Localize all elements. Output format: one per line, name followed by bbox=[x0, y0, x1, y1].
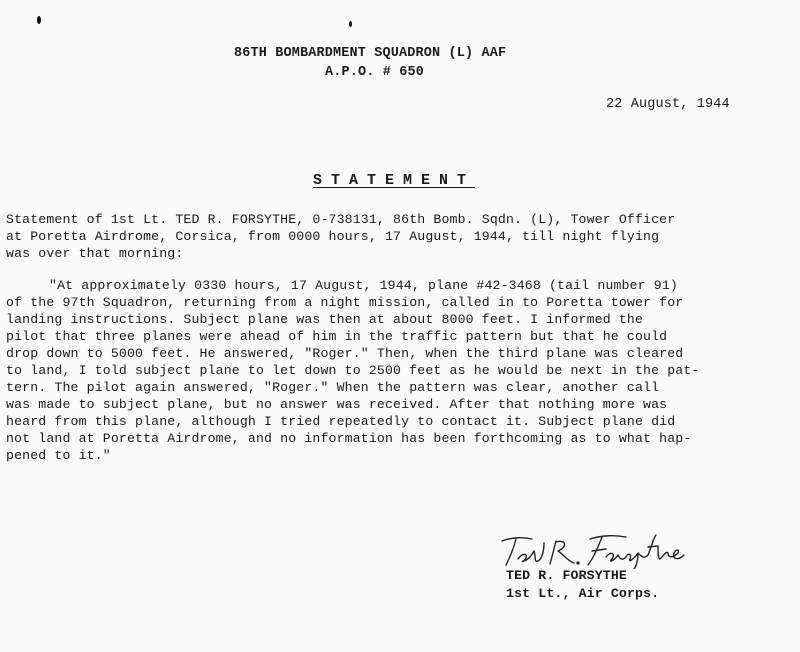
signatory-name: TED R. FORSYTHE bbox=[506, 568, 627, 583]
statement-line: "At approximately 0330 hours, 17 August, 1944, plane #42-3468 (tail number 91) bbox=[49, 278, 678, 293]
intro-line: Statement of 1st Lt. TED R. FORSYTHE, 0-738131, 86th Bomb. Sqdn. (L), Tower Officer bbox=[6, 212, 676, 227]
statement-line: drop down to 5000 feet. He answered, "Roger." Then, when the third plane was cleared bbox=[6, 346, 684, 361]
document-date: 22 August, 1944 bbox=[606, 97, 730, 112]
statement-line: landing instructions. Subject plane was then at about 8000 feet. I informed the bbox=[6, 312, 644, 327]
statement-line: was made to subject plane, but no answer was received. After that nothing more was bbox=[6, 397, 668, 412]
statement-line: tern. The pilot again answered, "Roger." When the pattern was clear, another call bbox=[6, 380, 660, 395]
intro-line: at Poretta Airdrome, Corsica, from 0000 hours, 17 August, 1944, till night flying bbox=[6, 229, 660, 244]
statement-line: not land at Poretta Airdrome, and no information has been forthcoming as to what hap- bbox=[6, 431, 692, 446]
scan-speck bbox=[349, 21, 352, 27]
statement-line: to land, I told subject plane to let down to 2500 feet as he would be next in the pat- bbox=[6, 363, 700, 378]
intro-line: was over that morning: bbox=[6, 246, 184, 261]
page-title: STATEMENT bbox=[313, 172, 476, 189]
statement-line: pilot that three planes were ahead of him in the traffic pattern but that he could bbox=[6, 329, 668, 344]
apo-heading: A.P.O. # 650 bbox=[325, 65, 425, 80]
signatory-rank: 1st Lt., Air Corps. bbox=[506, 586, 660, 601]
handwritten-signature bbox=[498, 531, 688, 569]
statement-line: heard from this plane, although I tried repeatedly to contact it. Subject plane did bbox=[6, 414, 676, 429]
statement-line: pened to it." bbox=[6, 448, 111, 463]
scan-speck bbox=[37, 16, 41, 24]
statement-line: of the 97th Squadron, returning from a night mission, called in to Poretta tower for bbox=[6, 295, 684, 310]
unit-heading: 86TH BOMBARDMENT SQUADRON (L) AAF bbox=[234, 46, 507, 61]
